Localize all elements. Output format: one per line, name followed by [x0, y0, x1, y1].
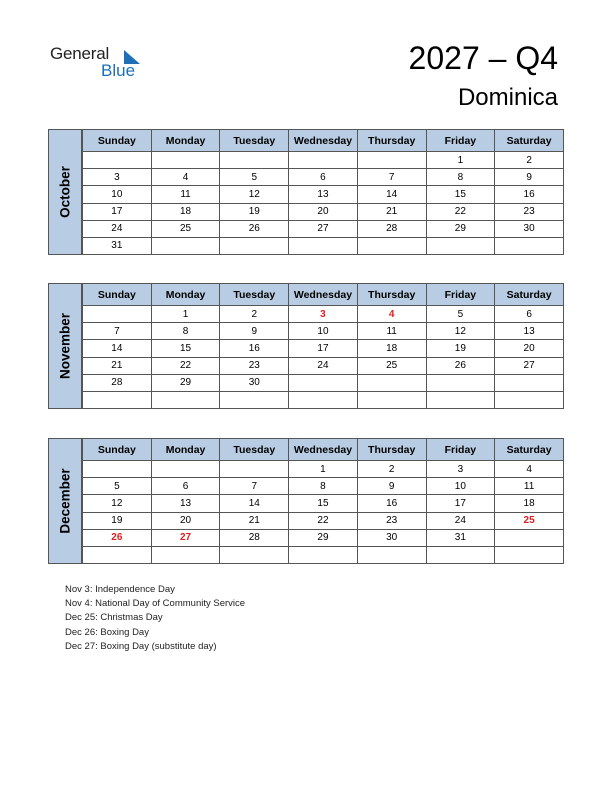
day-cell: 24 — [289, 357, 358, 374]
day-cell: 10 — [426, 478, 495, 495]
day-cell: 25 — [357, 357, 426, 374]
week-row — [83, 340, 564, 357]
country-name: Dominica — [457, 84, 558, 111]
day-cell: 13 — [495, 323, 564, 340]
holiday-note: Dec 27: Boxing Day (substitute day) — [65, 640, 217, 652]
day-cell: 23 — [220, 357, 289, 374]
holiday-note: Dec 25: Christmas Day — [65, 612, 163, 624]
day-cell — [357, 391, 426, 408]
month-label: November — [48, 283, 82, 409]
day-cell — [289, 391, 358, 408]
day-cell: 6 — [289, 169, 358, 186]
day-cell — [151, 546, 220, 563]
day-cell — [495, 546, 564, 563]
day-cell — [289, 374, 358, 391]
holiday-notes — [65, 583, 245, 654]
day-cell: 23 — [357, 512, 426, 529]
day-cell: 18 — [151, 203, 220, 220]
day-cell: 5 — [83, 478, 152, 495]
week-row — [83, 186, 564, 203]
day-cell: 14 — [83, 340, 152, 357]
day-cell — [357, 237, 426, 254]
weekday-header: Thursday — [357, 439, 426, 461]
weekday-header: Tuesday — [220, 284, 289, 306]
day-cell: 29 — [151, 374, 220, 391]
week-row — [83, 391, 564, 408]
day-cell: 25 — [495, 512, 564, 529]
day-cell: 12 — [426, 323, 495, 340]
day-cell — [426, 391, 495, 408]
day-cell: 10 — [83, 186, 152, 203]
day-cell: 2 — [220, 306, 289, 323]
day-cell: 3 — [426, 461, 495, 478]
weekday-header: Thursday — [357, 130, 426, 152]
day-cell: 21 — [220, 512, 289, 529]
day-cell: 29 — [426, 220, 495, 237]
day-cell: 25 — [151, 220, 220, 237]
day-cell: 5 — [426, 306, 495, 323]
day-cell: 13 — [151, 495, 220, 512]
day-cell: 16 — [357, 495, 426, 512]
day-cell — [220, 391, 289, 408]
day-cell: 19 — [426, 340, 495, 357]
day-cell — [83, 461, 152, 478]
week-row — [83, 306, 564, 323]
week-row — [83, 323, 564, 340]
day-cell: 26 — [426, 357, 495, 374]
weekday-header: Wednesday — [289, 439, 358, 461]
weekday-header: Saturday — [495, 284, 564, 306]
day-cell — [289, 152, 358, 169]
day-cell: 12 — [220, 186, 289, 203]
day-cell: 15 — [426, 186, 495, 203]
day-cell — [495, 237, 564, 254]
day-cell: 2 — [357, 461, 426, 478]
day-cell: 26 — [83, 529, 152, 546]
week-row — [83, 461, 564, 478]
day-cell — [289, 237, 358, 254]
day-cell: 14 — [220, 495, 289, 512]
day-cell — [151, 152, 220, 169]
week-row — [83, 495, 564, 512]
day-cell — [83, 391, 152, 408]
weekday-header: Friday — [426, 439, 495, 461]
day-cell: 16 — [220, 340, 289, 357]
day-cell: 1 — [151, 306, 220, 323]
day-cell — [151, 461, 220, 478]
day-cell: 12 — [83, 495, 152, 512]
day-cell: 27 — [289, 220, 358, 237]
weekday-header: Monday — [151, 284, 220, 306]
day-cell: 7 — [220, 478, 289, 495]
logo — [50, 44, 150, 84]
day-cell — [220, 152, 289, 169]
day-cell: 4 — [151, 169, 220, 186]
day-cell: 19 — [83, 512, 152, 529]
day-cell: 18 — [357, 340, 426, 357]
day-cell: 13 — [289, 186, 358, 203]
weekday-header: Monday — [151, 130, 220, 152]
day-cell — [220, 546, 289, 563]
day-cell: 23 — [495, 203, 564, 220]
day-cell — [83, 306, 152, 323]
logo-word-blue: Blue — [101, 61, 136, 80]
day-cell: 20 — [151, 512, 220, 529]
calendar-table — [82, 129, 564, 255]
month-block-december — [48, 438, 564, 564]
day-cell: 6 — [495, 306, 564, 323]
day-cell — [357, 546, 426, 563]
weekday-header: Friday — [426, 130, 495, 152]
day-cell: 14 — [357, 186, 426, 203]
day-cell: 4 — [357, 306, 426, 323]
holiday-note: Nov 3: Independence Day — [65, 584, 175, 595]
day-cell: 17 — [289, 340, 358, 357]
day-cell — [495, 529, 564, 546]
weekday-header: Friday — [426, 284, 495, 306]
day-cell — [83, 546, 152, 563]
day-cell: 30 — [220, 374, 289, 391]
weekday-header: Thursday — [357, 284, 426, 306]
week-row — [83, 169, 564, 186]
week-row — [83, 546, 564, 563]
week-row — [83, 152, 564, 169]
holiday-note: Dec 26: Boxing Day — [65, 626, 149, 638]
day-cell: 1 — [289, 461, 358, 478]
day-cell: 22 — [426, 203, 495, 220]
day-cell: 21 — [83, 357, 152, 374]
weekday-header: Wednesday — [289, 130, 358, 152]
day-cell: 30 — [495, 220, 564, 237]
day-cell: 2 — [495, 152, 564, 169]
day-cell — [426, 237, 495, 254]
day-cell: 17 — [426, 495, 495, 512]
day-cell: 4 — [495, 461, 564, 478]
weekday-header: Sunday — [83, 439, 152, 461]
day-cell: 28 — [83, 374, 152, 391]
day-cell: 10 — [289, 323, 358, 340]
week-row — [83, 512, 564, 529]
day-cell: 8 — [151, 323, 220, 340]
day-cell: 3 — [289, 306, 358, 323]
day-cell — [426, 374, 495, 391]
day-cell: 18 — [495, 495, 564, 512]
day-cell: 11 — [357, 323, 426, 340]
week-row — [83, 374, 564, 391]
day-cell — [495, 391, 564, 408]
day-cell — [83, 152, 152, 169]
logo-word-general: General — [50, 44, 110, 63]
weekday-header: Saturday — [495, 439, 564, 461]
day-cell — [220, 237, 289, 254]
month-label: December — [48, 438, 82, 564]
weekday-header: Tuesday — [220, 130, 289, 152]
day-cell: 15 — [289, 495, 358, 512]
holiday-note: Nov 4: National Day of Community Service — [65, 598, 246, 610]
day-cell: 28 — [357, 220, 426, 237]
weekday-header: Sunday — [83, 130, 152, 152]
day-cell: 22 — [151, 357, 220, 374]
day-cell: 19 — [220, 203, 289, 220]
day-cell — [151, 237, 220, 254]
day-cell: 8 — [289, 478, 358, 495]
weekday-header: Wednesday — [289, 284, 358, 306]
day-cell: 24 — [426, 512, 495, 529]
day-cell — [289, 546, 358, 563]
day-cell — [357, 152, 426, 169]
day-cell: 16 — [495, 186, 564, 203]
weekday-header: Saturday — [495, 130, 564, 152]
day-cell: 9 — [495, 169, 564, 186]
day-cell: 6 — [151, 478, 220, 495]
day-cell: 20 — [289, 203, 358, 220]
week-row — [83, 529, 564, 546]
day-cell — [151, 391, 220, 408]
day-cell — [357, 374, 426, 391]
day-cell: 8 — [426, 169, 495, 186]
day-cell — [426, 546, 495, 563]
day-cell: 27 — [495, 357, 564, 374]
day-cell: 24 — [83, 220, 152, 237]
week-row — [83, 478, 564, 495]
day-cell — [495, 374, 564, 391]
calendar-table — [82, 283, 564, 409]
day-cell: 21 — [357, 203, 426, 220]
day-cell: 9 — [357, 478, 426, 495]
day-cell: 31 — [83, 237, 152, 254]
month-block-november — [48, 283, 564, 409]
calendar-table — [82, 438, 564, 564]
week-row — [83, 237, 564, 254]
day-cell: 28 — [220, 529, 289, 546]
day-cell: 22 — [289, 512, 358, 529]
day-cell: 20 — [495, 340, 564, 357]
day-cell: 9 — [220, 323, 289, 340]
month-label: October — [48, 129, 82, 255]
day-cell: 1 — [426, 152, 495, 169]
day-cell: 26 — [220, 220, 289, 237]
day-cell: 7 — [83, 323, 152, 340]
weekday-header: Tuesday — [220, 439, 289, 461]
day-cell: 29 — [289, 529, 358, 546]
weekday-header: Monday — [151, 439, 220, 461]
week-row — [83, 220, 564, 237]
week-row — [83, 203, 564, 220]
weekday-header: Sunday — [83, 284, 152, 306]
day-cell: 7 — [357, 169, 426, 186]
day-cell: 31 — [426, 529, 495, 546]
day-cell: 11 — [151, 186, 220, 203]
day-cell: 17 — [83, 203, 152, 220]
day-cell: 30 — [357, 529, 426, 546]
day-cell — [220, 461, 289, 478]
month-block-october — [48, 129, 564, 255]
day-cell: 3 — [83, 169, 152, 186]
day-cell: 27 — [151, 529, 220, 546]
day-cell: 15 — [151, 340, 220, 357]
page-title: 2027 – Q4 — [408, 40, 558, 76]
day-cell: 5 — [220, 169, 289, 186]
day-cell: 11 — [495, 478, 564, 495]
week-row — [83, 357, 564, 374]
